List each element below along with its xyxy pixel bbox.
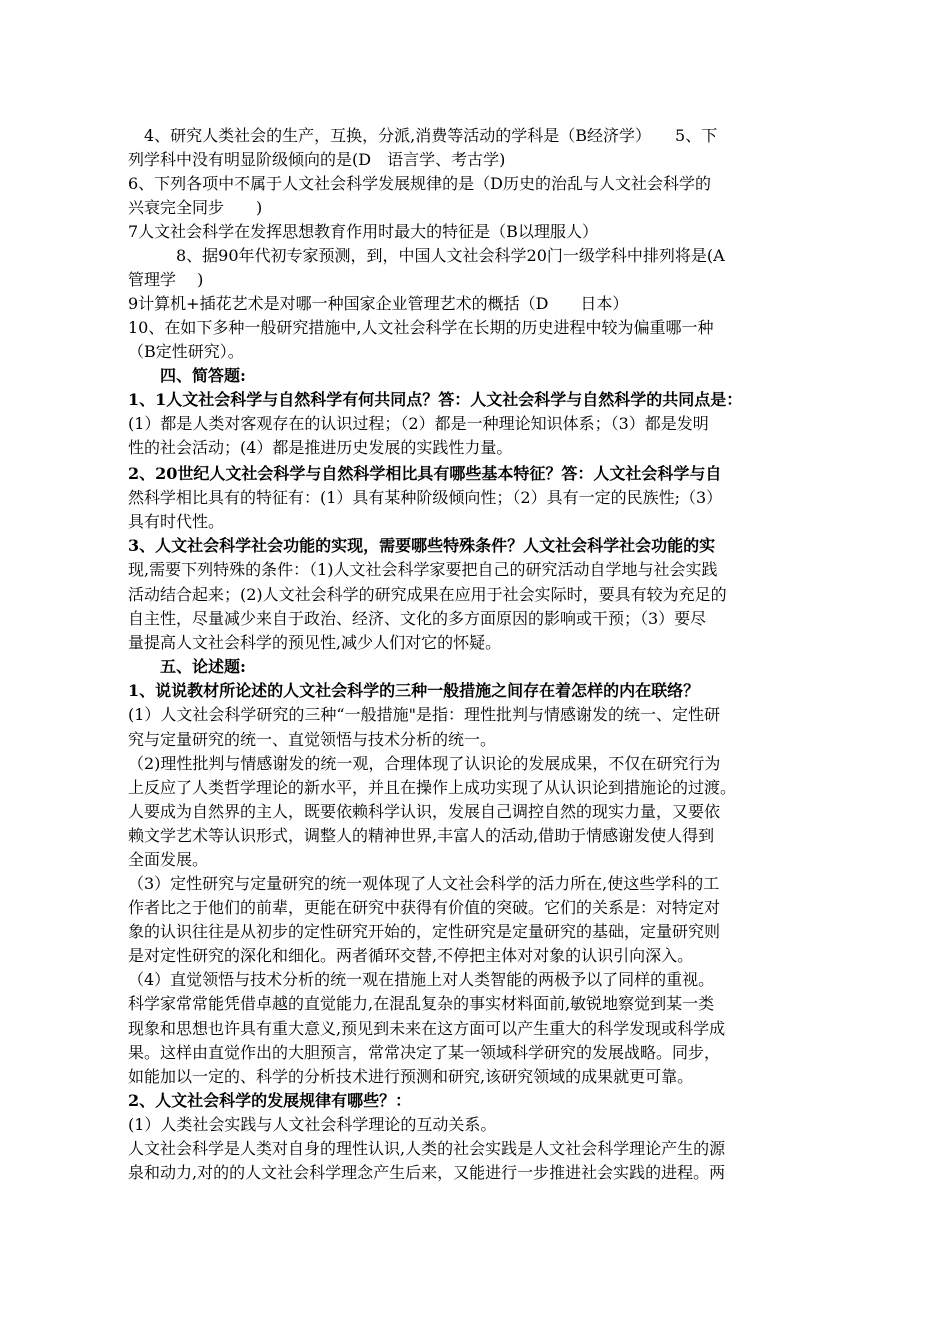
text-line: 1、说说教材所论述的人文社会科学的三种一般措施之间存在着怎样的内在联络？	[128, 681, 700, 700]
text-line: 8、据90年代初专家预测，到，中国人文社会科学20门一级学科中排列将是(A	[128, 246, 725, 265]
text-line: 现,需要下列特殊的条件：（1)人文社会科学家要把自己的研究活动自学地与社会实践	[128, 560, 718, 579]
text-line: (1）人类社会实践与人文社会科学理论的互动关系。	[128, 1115, 497, 1134]
text-line: 9计算机+插花艺术是对哪一种国家企业管理艺术的概括（D 日本）	[128, 294, 629, 313]
text-line: 科学家常常能凭借卓越的直觉能力,在混乱复杂的事实材料面前,敏锐地察觉到某一类	[128, 994, 715, 1013]
text-line: 现象和思想也许具有重大意义,预见到未来在这方面可以产生重大的科学发现或科学成	[128, 1019, 726, 1038]
text-line: 管理学 )	[128, 270, 204, 289]
text-line: 如能加以一定的、科学的分析技术进行预测和研究,该研究领域的成果就更可靠。	[128, 1067, 694, 1086]
text-line: 赖文学艺术等认识形式，调整人的精神世界,丰富人的活动,借助于情感谢发使人得到	[128, 826, 715, 845]
text-line: 是对定性研究的深化和细化。两者循环交替,不停把主体对对象的认识引向深入。	[128, 946, 694, 965]
text-line: 四、简答题:	[128, 366, 246, 385]
text-line: 人文社会科学是人类对自身的理性认识,人类的社会实践是人文社会科学理论产生的源	[128, 1139, 726, 1158]
text-line: 10、在如下多种一般研究措施中,人文社会科学在长期的历史进程中较为偏重哪一种	[128, 318, 714, 337]
text-line: 列学科中没有明显阶级倾向的是(D 语言学、考古学)	[128, 150, 506, 169]
text-line: 全面发展。	[128, 850, 209, 869]
text-line: 2、人文社会科学的发展规律有哪些？：	[128, 1091, 412, 1110]
text-line: （3）定性研究与定量研究的统一观体现了人文社会科学的活力所在,使这些学科的工	[128, 874, 720, 893]
text-line: 象的认识往往是从初步的定性研究开始的，定性研究是定量研究的基础，定量研究则	[128, 922, 721, 941]
text-line: 3、人文社会科学社会功能的实现，需要哪些特殊条件？人文社会科学社会功能的实	[128, 536, 716, 555]
text-line: （2)理性批判与情感谢发的统一观，合理体现了认识论的发展成果，不仅在研究行为	[128, 754, 721, 773]
text-line: (1）人文社会科学研究的三种“一般措施"是指：理性批判与情感谢发的统一、定性研	[128, 705, 720, 724]
text-line: 五、论述题:	[128, 657, 246, 676]
text-line: 2、20世纪人文社会科学与自然科学相比具有哪些基本特征？答：人文社会科学与自	[128, 464, 722, 483]
text-line: 7人文社会科学在发挥思想教育作用时最大的特征是（B以理服人）	[128, 222, 598, 241]
text-line: 作者比之于他们的前辈，更能在研究中获得有价值的突破。它们的关系是：对特定对	[128, 898, 721, 917]
text-line: 量提高人文社会科学的预见性,减少人们对它的怀疑。	[128, 633, 502, 652]
text-line: 活动结合起来；(2)人文社会科学的研究成果在应用于社会实际时，要具有较为充足的	[128, 585, 727, 604]
text-line: 人要成为自然界的主人，既要依赖科学认识，发展自己调控自然的现实力量，又要依	[128, 802, 721, 821]
text-line: （4）直觉领悟与技术分析的统一观在措施上对人类智能的两极予以了同样的重视。	[128, 970, 715, 989]
text-line: 上反应了人类哲学理论的新水平，并且在操作上成功实现了从认识论到措施论的过渡。	[128, 778, 737, 797]
text-line: 然科学相比具有的特征有：(1）具有某种阶级倾向性；（2）具有一定的民族性;（3）	[128, 488, 723, 507]
text-line: 果。这样由直觉作出的大胆预言，常常决定了某一领域科学研究的发展战略。同步，	[128, 1043, 721, 1062]
text-line: 具有时代性。	[128, 512, 225, 531]
text-line: （B定性研究）。	[128, 342, 244, 361]
text-line: 自主性，尽量减少来自于政治、经济、文化的多方面原因的影响或干预；（3）要尽	[128, 609, 707, 628]
text-line: (1）都是人类对客观存在的认识过程；（2）都是一种理论知识体系；（3）都是发明	[128, 414, 709, 433]
text-line: 究与定量研究的统一、直觉领悟与技术分析的统一。	[128, 730, 497, 749]
text-line: 1、1人文社会科学与自然科学有何共同点？答：人文社会科学与自然科学的共同点是：	[128, 390, 743, 409]
text-line: 泉和动力,对的的人文社会科学理念产生后来，又能进行一步推进社会实践的进程。两	[128, 1163, 726, 1182]
text-line: 4、研究人类社会的生产，互换，分派,消费等活动的学科是（B经济学） 5、下	[128, 126, 718, 145]
text-line: 性的社会活动；(4）都是推进历史发展的实践性力量。	[128, 438, 513, 457]
text-line: 兴衰完全同步 )	[128, 198, 263, 217]
text-line: 6、下列各项中不属于人文社会科学发展规律的是（D历史的治乱与人文社会科学的	[128, 174, 712, 193]
